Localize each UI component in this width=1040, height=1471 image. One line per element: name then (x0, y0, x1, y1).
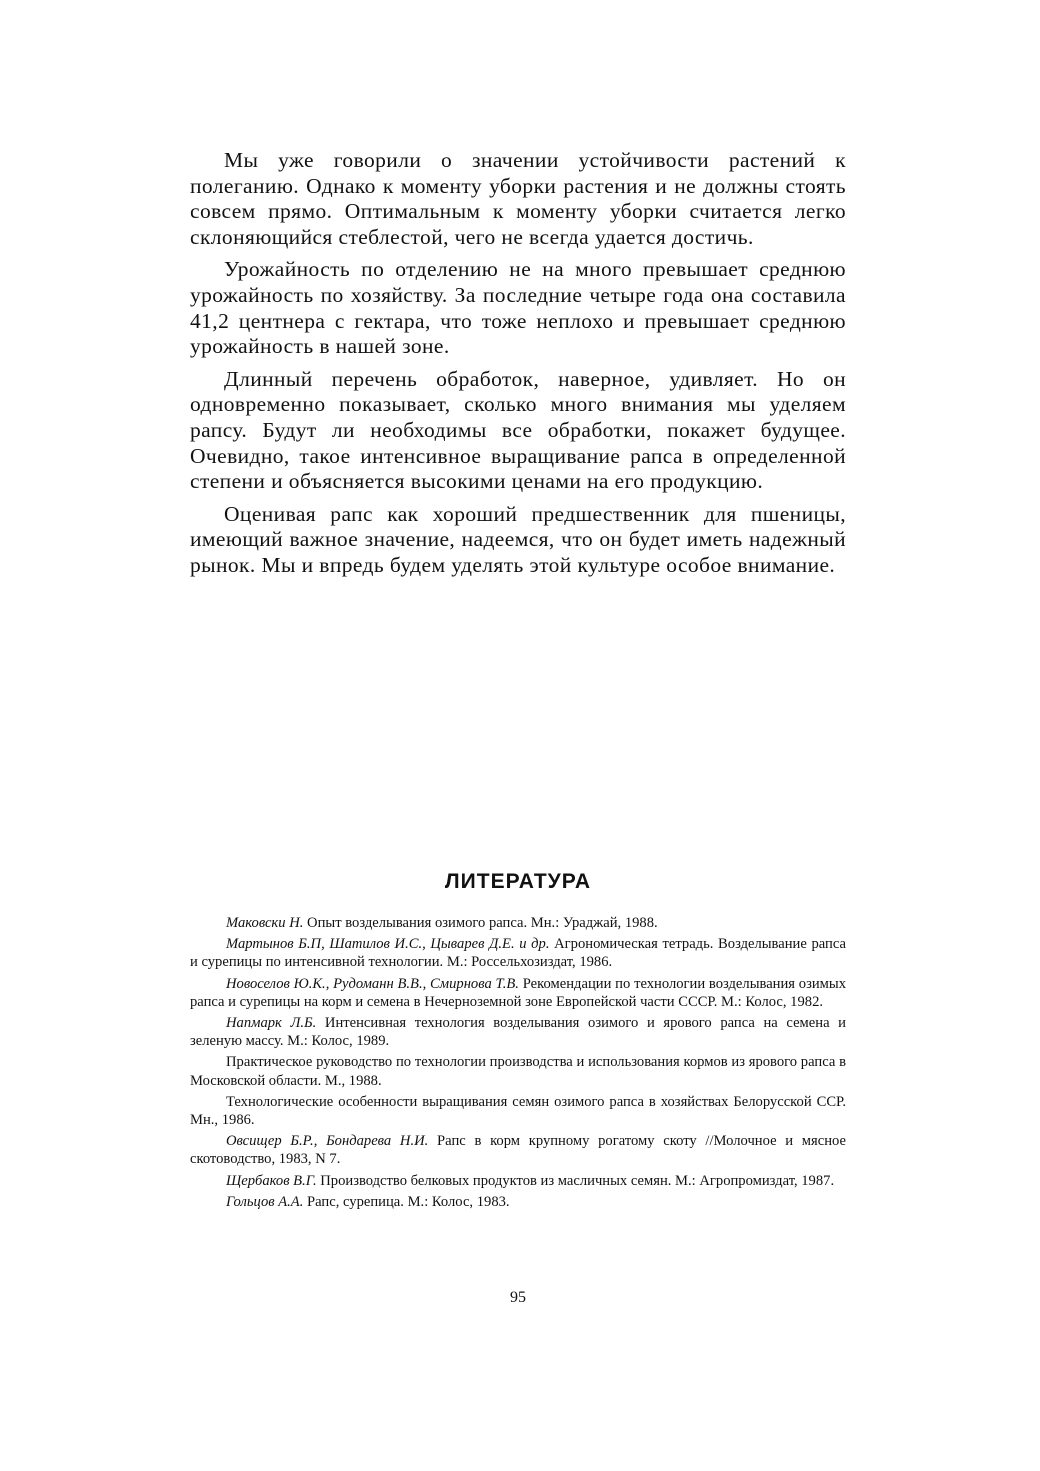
reference-item (190, 935, 846, 971)
reference-item (190, 1172, 846, 1190)
references-heading: ЛИТЕРАТУРА (444, 870, 592, 893)
page-number: 95 (510, 1289, 526, 1306)
reference-author: Маковски Н. (226, 915, 304, 931)
paragraph: Урожайность по отделению не на много превышает среднюю урожайность по хозяйству. За последние четыре года она составила 41,2 центнера с гектара, что тоже неплохо и превышает среднюю урожайность в нашей зоне. (190, 257, 846, 359)
reference-author: Напмарк Л.Б. (226, 1015, 317, 1032)
reference-item (190, 975, 846, 1011)
reference-text: Практическое руководство по технологии производства и использования кормов из ярового рапса в Московской области. М., 1988. (190, 1054, 846, 1089)
reference-text: Рапс, сурепица. М.: Колос, 1983. (303, 1193, 510, 1210)
reference-item (190, 1132, 846, 1168)
body-text (190, 148, 846, 586)
references-list (190, 914, 846, 1214)
reference-item (190, 1014, 846, 1050)
reference-author: Гольцов А.А. (226, 1193, 304, 1210)
reference-author: Мартынов Б.П, Шатилов И.С., Цыварев Д.Е. и др. (226, 936, 550, 953)
reference-text: Рекомендации по технологии возделывания озимых рапса и сурепицы на корм и семена в Нечерноземной зоне Европейской части СССР. М.: Колос, 1982. (190, 975, 847, 1010)
paragraph: Длинный перечень обработок, наверное, удивляет. Но он одновременно показывает, сколько много внимания мы уделяем рапсу. Будут ли необходимы все обработки, покажет будущее. Очевидно, такое интенсивное выращивание рапса в определенной степени и объясняется высокими ценами на его продукцию. (190, 366, 846, 494)
paragraph: Оценивая рапс как хороший предшественник для пшеницы, имеющий важное значение, надеемся, что он будет иметь надежный рынок. Мы и впредь будем уделять этой культуре особое внимание. (190, 501, 846, 577)
paragraph: Мы уже говорили о значении устойчивости растений к полеганию. Однако к моменту уборки растения и не должны стоять совсем прямо. Оптимальным к моменту уборки считается легко склоняющийся стеблестой, чего не всегда удается достичь. (190, 148, 846, 249)
reference-author: Новоселов Ю.К., Рудоманн В.В., Смирнова Т.В. (226, 975, 519, 992)
reference-author: Щербаков В.Г. (226, 1172, 317, 1189)
reference-item (190, 1053, 846, 1089)
reference-item (190, 1193, 846, 1211)
reference-item (190, 1093, 846, 1129)
reference-text: Интенсивная технология возделывания озимого и ярового рапса на семена и зеленую массу. М.: Колос, 1989. (190, 1015, 846, 1050)
reference-text: Рапс в корм крупному рогатому скоту //Молочное и мясное скотоводство, 1983, N 7. (190, 1133, 846, 1168)
reference-text: Агрономическая тетрадь. Возделывание рапса и сурепицы по интенсивной технологии. М.: Россельхозиздат, 1986. (190, 936, 846, 971)
reference-author: Овсищер Б.Р., Бондарева Н.И. (226, 1133, 429, 1150)
reference-text: Производство белковых продуктов из масличных семян. М.: Агропромиздат, 1987. (316, 1172, 835, 1189)
reference-text: Опыт возделывания озимого рапса. Мн.: Ураджай, 1988. (303, 915, 658, 931)
reference-text: Технологические особенности выращивания семян озимого рапса в хозяйствах Белорусской ССР. Мн., 1986. (190, 1093, 846, 1129)
reference-item (190, 914, 846, 932)
